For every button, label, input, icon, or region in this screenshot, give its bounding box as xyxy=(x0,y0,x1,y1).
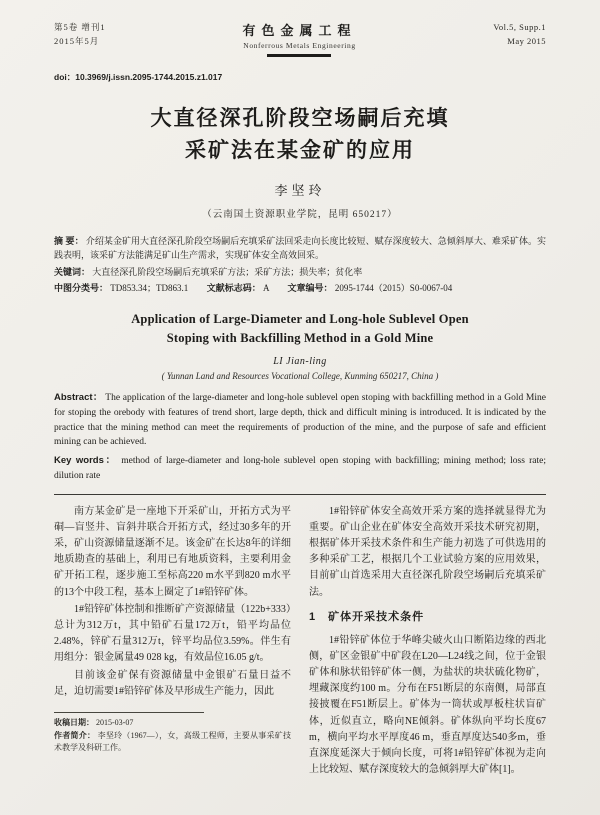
article-no-label: 文章编号： xyxy=(287,283,333,294)
doc-code-value: A xyxy=(263,283,270,294)
header-vol-line1: Vol.5, Supp.1 xyxy=(493,22,546,32)
body-paragraph: 1#铅锌矿体位于华峰尖破火山口断陷边缘的西北侧，矿区金银矿中矿段在L20—L24线之间，位于金银矿体和脉状铅锌矿体一侧，为盐状的块状硫化物矿，埋藏深度约100 m。分布在F51断层的东南侧，局部直接披覆在F51断层上。矿体为一筒状或厚板柱状盲矿体，近似直立，略向NE倾斜。矿体纵向平均长度67 m，横向平均水平厚度46 m，垂直厚度达540多m，垂直深度延深大于倾向长度，可将1#铅锌矿体视为走向上比较短、赋存深度较大的急倾斜厚大矿体[1]。 xyxy=(309,634,546,776)
doc-code-label: 文献标志码： xyxy=(206,283,261,294)
affiliation-cn: （云南国土资源职业学院，昆明 650217） xyxy=(202,210,398,220)
journal-header xyxy=(54,20,546,57)
author-en: LI Jian-ling xyxy=(273,356,327,368)
footnote-rule xyxy=(54,712,204,713)
title-cn-line2: 采矿法在某金矿的应用 xyxy=(185,137,415,162)
paper-title-en xyxy=(54,310,546,349)
keywords-en-label: Key words： xyxy=(54,455,118,467)
header-volume-line2: 2015年5月 xyxy=(54,36,100,47)
keywords-cn-label: 关键词： xyxy=(54,266,91,277)
received-date-line xyxy=(54,717,291,730)
header-bar xyxy=(267,54,331,57)
body-columns xyxy=(54,504,546,779)
keywords-en-text: method of large-diameter and long-hole sublevel open stoping with backfilling; mining method; loss rate; dilution rate xyxy=(54,456,547,481)
clc-label: 中图分类号： xyxy=(54,283,109,294)
abstract-en xyxy=(54,391,546,450)
abstract-cn-text: 介绍某金矿用大直径深孔阶段空场嗣后充填采矿法回采走向长度比较短、赋存深度较大、急倾斜厚大、难采矿体。实践表明，该采矿方法能满足矿山生产需求，实现矿体安全高效回采。 xyxy=(54,236,546,261)
body-divider xyxy=(54,494,546,495)
bio-label: 作者简介： xyxy=(54,730,96,740)
keywords-cn-row xyxy=(54,265,546,279)
received-value: 2015-03-07 xyxy=(96,717,134,727)
author-cn: 李坚玲 xyxy=(274,183,326,198)
header-volume-en xyxy=(493,20,546,49)
header-vol-line2: May 2015 xyxy=(507,36,546,47)
section-1-heading: 1 矿体开采技术条件 xyxy=(309,610,425,623)
journal-name-cn: 有色金属工程 xyxy=(242,23,357,38)
title-cn-line1: 大直径深孔阶段空场嗣后充填 xyxy=(150,106,450,130)
journal-name xyxy=(242,20,356,57)
title-en-line1: Application of Large-Diameter and Long-hole Sublevel Open xyxy=(131,311,469,326)
front-matter xyxy=(54,234,546,296)
title-en-line2: Stoping with Backfilling Method in a Gold Mine xyxy=(166,330,434,345)
bio-value: 李坚玲（1967—），女，高级工程师，主要从事采矿技术教学及科研工作。 xyxy=(54,730,292,753)
abstract-cn-row xyxy=(54,234,546,263)
keywords-en xyxy=(54,454,546,483)
footnote xyxy=(54,712,291,755)
right-column xyxy=(309,504,546,779)
body-paragraph: 目前该金矿保有资源储量中金银矿石量日益不足，迫切需要1#铅锌矿体及早形成生产能力，因此 xyxy=(54,669,291,697)
body-paragraph: 1#铅锌矿体控制和推断矿产资源储量（122b+333）总计为312万t，其中铅矿石量172万t，铅平均品位2.48%，锌矿石量312万t，锌平均品位3.59%。伴生有用组分：银金属量49 028 kg，有效品位16.05 g/t。 xyxy=(54,603,291,664)
body-paragraph: 南方某金矿是一座地下开采矿山，开拓方式为平硐—盲竖井、盲斜井联合开拓方式，经过30多年的开采，矿山资源储量逐渐不足。该金矿在长达8年的详细地质勘查的基础上，利用已有地质资料，主要利用金矿开拓工程，逐步施工至标高220 m水平到820 m水平的13个中段工程，基本上圈定了1#铅锌矿体。 xyxy=(54,505,291,598)
received-label: 收稿日期： xyxy=(54,717,94,727)
author-bio-line xyxy=(54,730,291,756)
paper-title-cn xyxy=(54,103,546,166)
doi-line: doi：10.3969/j.issn.2095-1744.2015.z1.017 xyxy=(54,72,223,82)
abstract-en-text: The application of the large-diameter and long-hole sublevel open stoping with backfilling method in a Gold Mine for stoping the orebody with features of trend short, large depth, thick and difficult mining is introduced. It is indicated by the practice that the mining method can meet the requirements of production of the mine, and the purpose of safe and efficient mining can be achieved. xyxy=(54,393,546,448)
keywords-cn-text: 大直径深孔阶段空场嗣后充填采矿方法；采矿方法；损失率；贫化率 xyxy=(92,266,363,277)
clc-value: TD853.34；TD863.1 xyxy=(110,283,189,294)
body-paragraph: 1#铅锌矿体安全高效开采方案的选择就显得尤为重要。矿山企业在矿体安全高效开采技术研究初期，根据矿体开采技术条件和生产能力初选了可供选用的多种采矿工艺，根据几个工业试验方案的应用效果，目前矿山首选采用大直径深孔阶段空场嗣后充填采矿法。 xyxy=(309,505,546,598)
header-volume-cn xyxy=(54,20,106,49)
left-column xyxy=(54,504,291,779)
abstract-en-label: Abstract： xyxy=(54,392,103,404)
header-volume-line1: 第5卷 增刊1 xyxy=(54,22,106,32)
abstract-cn-label: 摘 要： xyxy=(54,236,84,246)
article-no-value: 2095-1744（2015）S0-0067-04 xyxy=(334,283,453,294)
classification-row xyxy=(54,281,546,295)
journal-name-en: Nonferrous Metals Engineering xyxy=(243,41,356,50)
affiliation-en: ( Yunnan Land and Resources Vocational College, Kunming 650217, China ) xyxy=(161,371,439,382)
